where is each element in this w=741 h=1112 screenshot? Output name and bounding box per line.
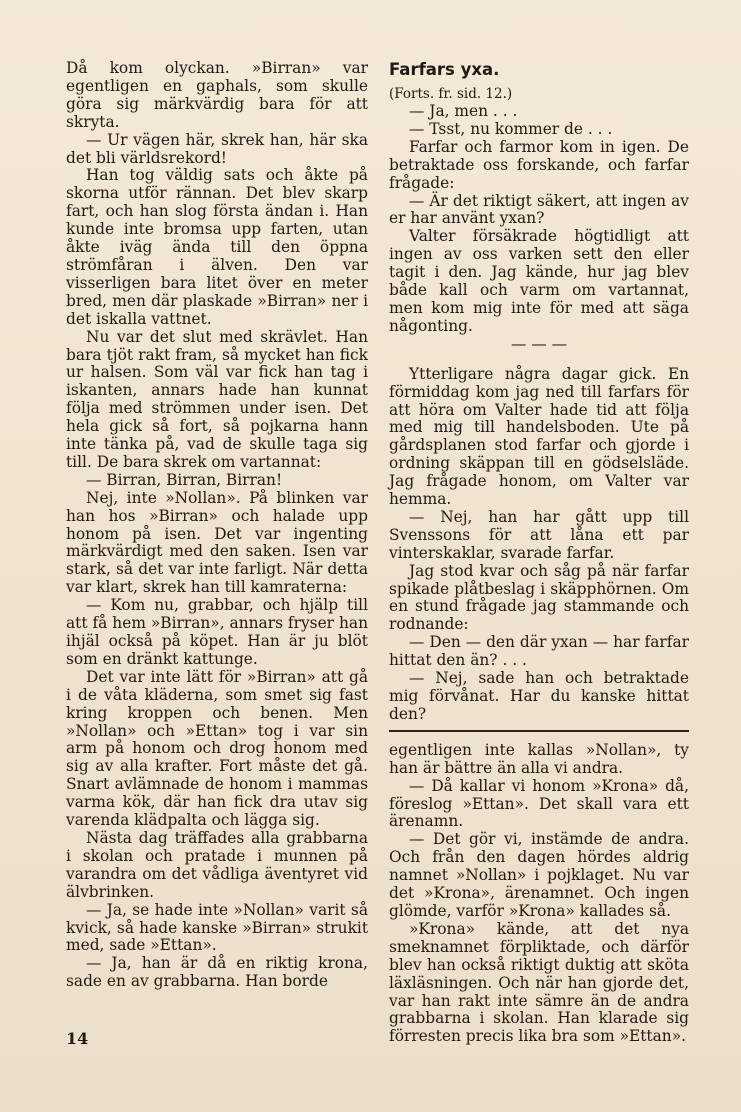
story-title: Farfars yxa. — [389, 60, 500, 79]
column-divider-rule — [389, 730, 689, 732]
paragraph: — Ja, men . . . — [409, 102, 518, 120]
left-column — [66, 60, 368, 991]
paragraph: Nu var det slut med skrävlet. Han bara tjöt rakt fram, så mycket han fick ur halsen. Som väl var fick han tag i iskanten, annars hade han kunnat följa med strömmen under isen. Det hela gick så fort, så pojkarna hann inte tänka på, vad de skulle taga sig till. De bara skrek om vartannat: — [66, 327, 368, 471]
paragraph: Jag stod kvar och såg på när farfar spikade plåtbeslag i skäpphörnen. Om en stund frågade jag stammande och rodnande: — [389, 561, 689, 634]
paragraph: Ytterligare några dagar gick. En förmiddag kom jag ned till farfars för att höra om Valter hade tid att följa med mig till handelsboden. Ute på gårdsplanen stod farfar och gjorde i ordning skäppan till en gödselsläde. Jag frågade honom, om Valter var hemma. — [389, 364, 689, 509]
paragraph: Farfar och farmor kom in igen. De betraktade oss forskande, och farfar frågade: — [389, 137, 689, 192]
right-column — [389, 60, 689, 1046]
paragraph: egentligen inte kallas »Nollan», ty han är bättre än alla vi andra. — [389, 740, 689, 777]
paragraph: — Birran, Birran, Birran! — [86, 470, 283, 489]
paragraph: — Då kallar vi honom »Krona» då, föreslog »Ettan». Det skall vara ett ärenamn. — [389, 776, 689, 831]
paragraph: Valter försäkrade högtidligt att ingen av oss varken sett den eller tagit i den. Jag kände, hur jag blev både kall och varm om vartannat, men kom mig inte för med att säga någonting. — [389, 227, 689, 335]
paragraph: Nästa dag träffades alla grabbarna i skolan och pratade i munnen på varandra om det vådliga äventyret vid älvbrinken. — [66, 828, 368, 901]
paragraph: — Tsst, nu kommer de . . . — [409, 119, 613, 138]
paragraph: — Nej, han har gått upp till Svenssons för att låna ett par vinterskaklar, svarade farfar. — [389, 507, 689, 562]
paragraph: Han tog väldig sats och åkte på skorna utför rännan. Det blev skarp fart, och han slog första ändan i. Han kunde inte bromsa upp farten, utan åkte iväg ända till den öppna strömfåran i älven. Den var visserligen bara litet över en meter bred, men där plaskade »Birran» ner i det iskalla vattnet. — [66, 166, 368, 328]
paragraph: — Ja, han är då en riktig krona, sade en av grabbarna. Han borde — [66, 954, 368, 991]
page-number: 14 — [66, 1029, 89, 1048]
section-break: — — — — [511, 334, 567, 353]
paragraph: — Är det riktigt säkert, att ingen av er har använt yxan? — [389, 191, 689, 228]
paragraph: — Den — den där yxan — har farfar hittat den än? . . . — [389, 633, 689, 670]
paragraph: — Ja, se hade inte »Nollan» varit så kvick, så hade kanske »Birran» strukit med, sade »Ettan». — [66, 900, 368, 955]
paragraph: Då kom olyckan. »Birran» var egentligen en gaphals, som skulle göra sig märkvärdig bara för att skryta. — [66, 59, 368, 131]
paragraph: Det var inte lätt för »Birran» att gå i de våta kläderna, som smet sig fast kring kroppen och benen. Men »Nollan» och »Ettan» tog i var sin arm på honom och drog honom med sig av alla krafter. Fort måste det gå. Snart avlämnade de honom i mammas varma kök, där han fick dra utav sig varenda klädpalta och lägga sig. — [66, 667, 368, 830]
paragraph: — Nej, sade han och betraktade mig förvånat. Har du kanske hittat den? — [389, 669, 689, 723]
paragraph: — Ur vägen här, skrek han, här ska det bli världsrekord! — [66, 130, 368, 167]
paragraph: — Kom nu, grabbar, och hjälp till att få hem »Birran», annars fryser han ihjäl också på köpet. Han är ju blöt som en dränkt kattunge. — [66, 596, 368, 668]
paragraph: — Det gör vi, instämde de andra. Och från den dagen hördes aldrig namnet »Nollan» i pojklaget. Nu var det »Krona», ärenamnet. Och ingen glömde, varför »Krona» kallades så. — [389, 830, 689, 920]
continuation-note: (Forts. fr. sid. 12.) — [389, 86, 513, 102]
paragraph: Nej, inte »Nollan». På blinken var han hos »Birran» och halade upp honom på isen. Det var ingenting märkvärdigt med den saken. Isen var stark, så det var inte farligt. När detta var klart, skrek han till kamraterna: — [66, 488, 368, 597]
paragraph: »Krona» kände, att det nya smeknamnet förpliktade, och därför blev han också riktigt duktig att sköta läxläsningen. Och när han gjorde det, var han rakt inte sämre än de andra grabbarna i skolan. Han klarade sig förresten precis lika bra som »Ettan». — [389, 919, 689, 1046]
